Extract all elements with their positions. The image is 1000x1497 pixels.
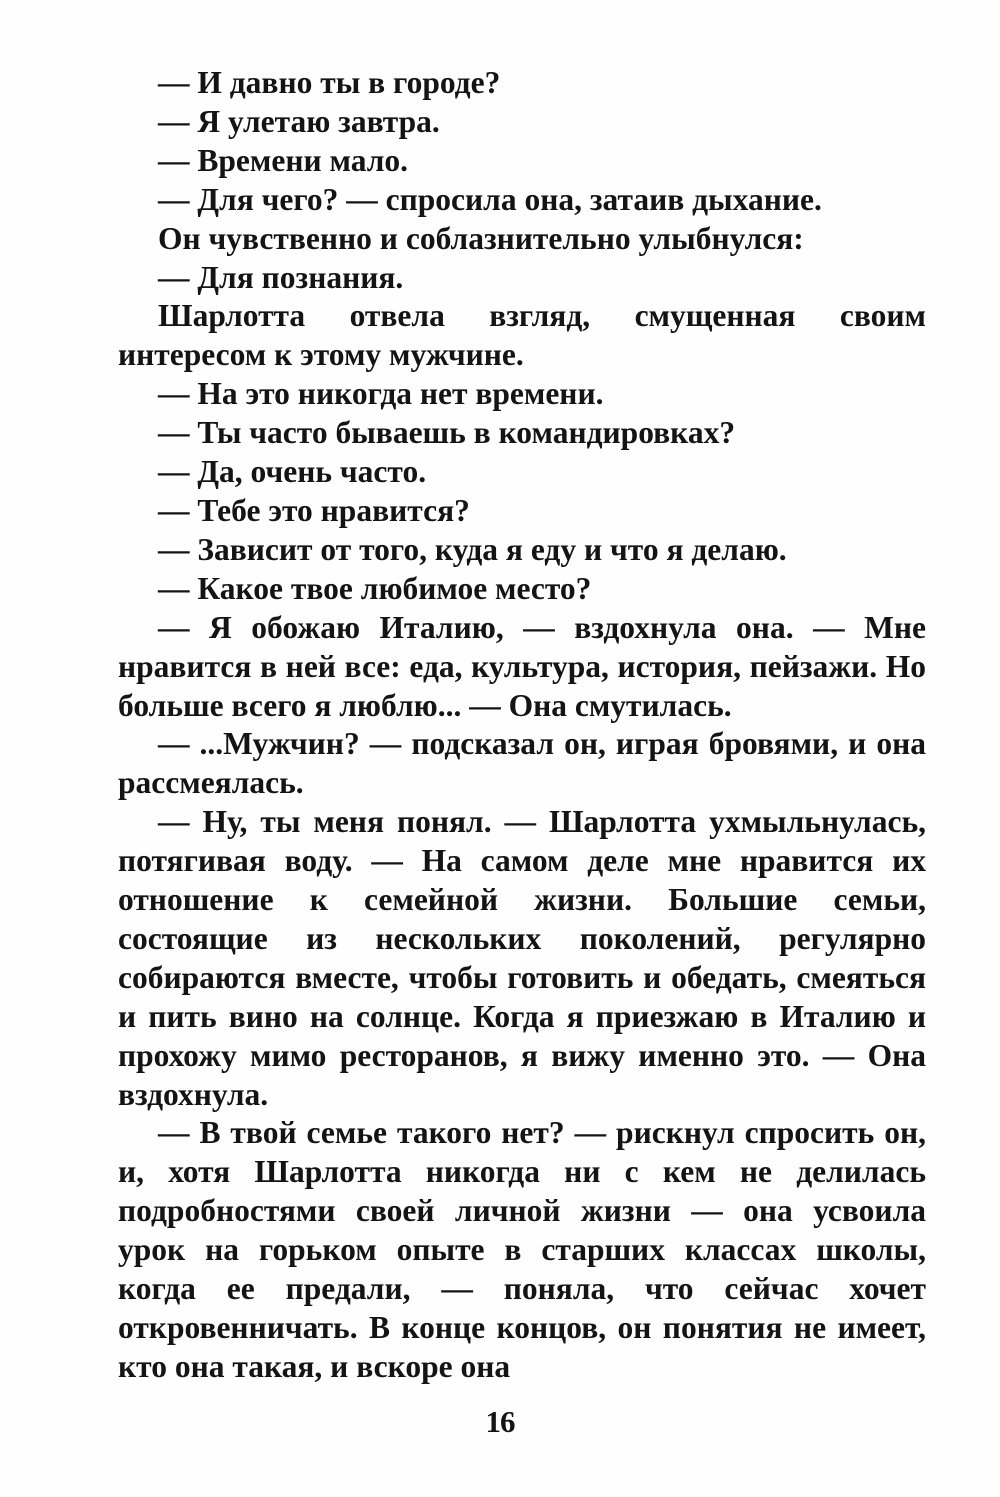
paragraph: — Для чего? — спросила она, затаив дыхание. xyxy=(158,181,822,217)
page-number: 16 xyxy=(485,1404,515,1439)
paragraph: — Какое твое любимое место? xyxy=(158,570,592,606)
paragraph: — ...Мужчин? — подсказал он, играя бровями, и она рассмеялась. xyxy=(118,726,926,801)
paragraph: — Я обожаю Италию, — вздохнула она. — Мне нравится в ней все: еда, культура, история, пейзажи. Но больше всего я люблю... — Она смутилась. xyxy=(118,609,926,723)
paragraph: — Да, очень часто. xyxy=(158,454,427,490)
paragraph: — На это никогда нет времени. xyxy=(158,376,604,412)
body-text xyxy=(118,64,926,1387)
paragraph: — В твой семье такого нет? — рискнул спросить он, и, хотя Шарлотта никогда ни с кем не делилась подробностями своей личной жизни — она усвоила урок на горьком опыте в старших классах школы, когда ее предали, — поняла, что сейчас хочет откровенничать. В конце концов, он понятия не имеет, кто она такая, и вскоре она xyxy=(118,1115,926,1384)
paragraph: — Ты часто бываешь в командировках? xyxy=(158,415,736,451)
paragraph: — Ну, ты меня понял. — Шарлотта ухмыльнулась, потягивая воду. — На самом деле мне нравится их отношение к семейной жизни. Большие семьи, состоящие из нескольких поколений, регулярно собираются вместе, чтобы готовить и обедать, смеяться и пить вино на солнце. Когда я приезжаю в Италию и прохожу мимо ресторанов, я вижу именно это. — Она вздохнула. xyxy=(118,804,926,1112)
paragraph: — Я улетаю завтра. xyxy=(158,103,440,139)
paragraph: — Тебе это нравится? xyxy=(158,492,470,528)
paragraph: — Времени мало. xyxy=(158,142,409,178)
paragraph: — Для познания. xyxy=(158,259,404,295)
paragraph: — Зависит от того, куда я еду и что я делаю. xyxy=(158,531,787,567)
paragraph: Шарлотта отвела взгляд, смущенная своим интересом к этому мужчине. xyxy=(118,298,926,373)
paragraph: — И давно ты в городе? xyxy=(158,65,501,100)
paragraph: Он чувственно и соблазнительно улыбнулся: xyxy=(158,220,804,256)
